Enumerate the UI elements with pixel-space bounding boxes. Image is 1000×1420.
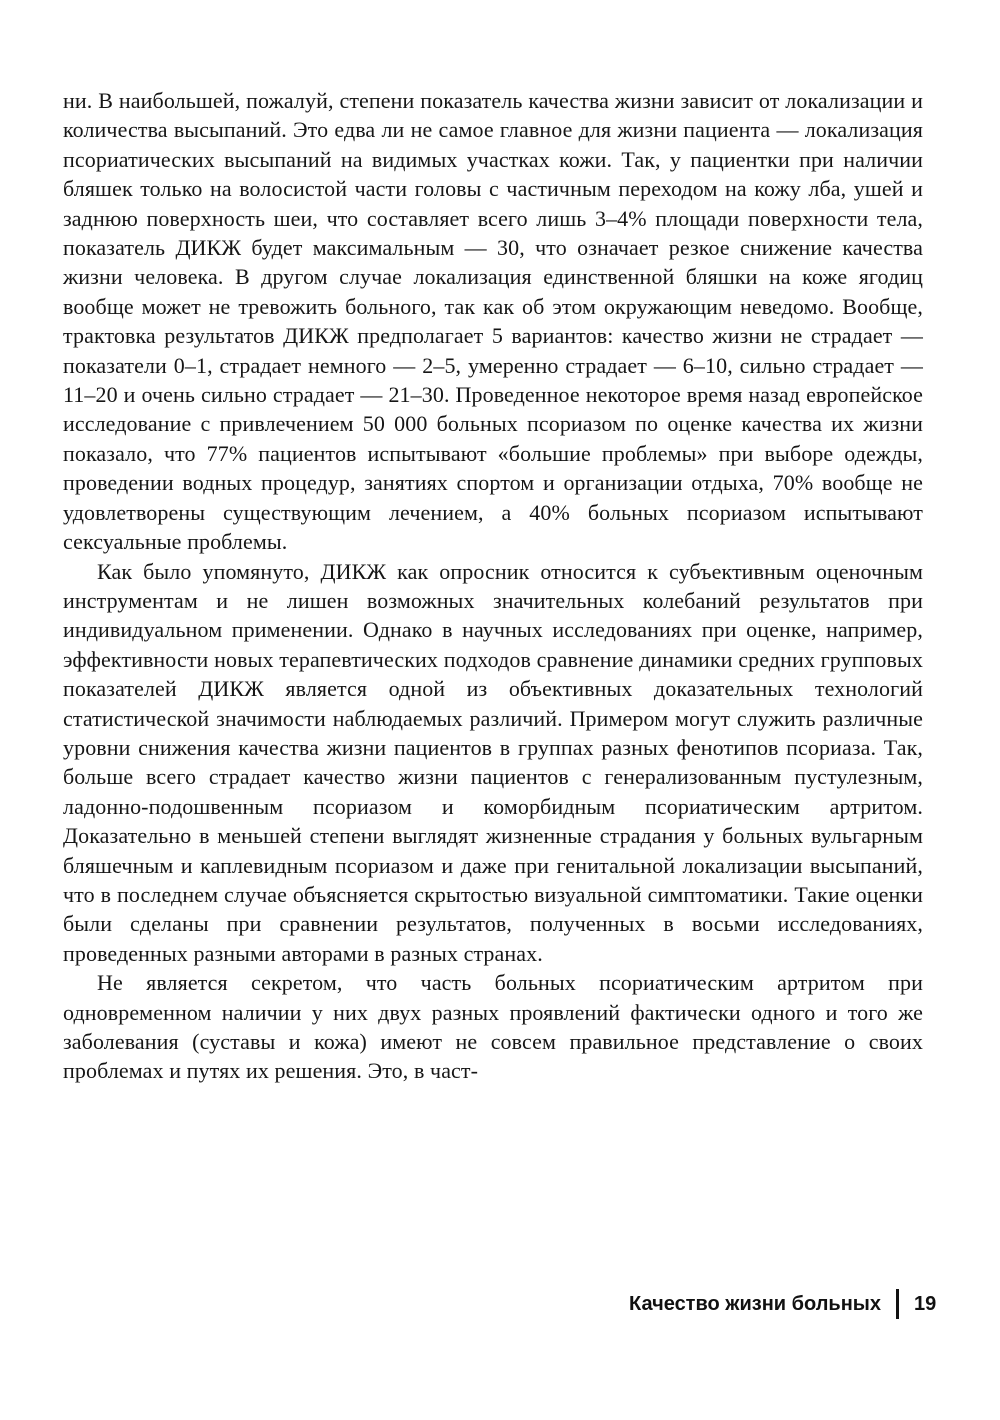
running-title: Качество жизни больных	[629, 1292, 881, 1315]
paragraph-continuation: ни. В наибольшей, пожалуй, степени показатель качества жизни зависит от локализации и количества высыпаний. Это едва ли не самое главное для жизни пациента — локализация псориатических высыпаний на видимых участках кожи. Так, у пациентки при наличии бляшек только на волосистой части головы с частичным переходом на кожу лба, ушей и заднюю поверхность шеи, что составляет всего лишь 3–4% площади поверхности тела, показатель ДИКЖ будет максимальным — 30, что означает резкое снижение качества жизни человека. В другом случае локализация единственной бляшки на коже ягодиц вообще может не тревожить больного, так как об этом окружающим неведомо. Вообще, трактовка результатов ДИКЖ предполагает 5 вариантов: качество жизни не страдает — показатели 0–1, страдает немного — 2–5, умеренно страдает — 6–10, сильно страдает — 11–20 и очень сильно страдает — 21–30. Проведенное некоторое время назад европейское исследование с привлечением 50 000 больных псориазом по оценке качества их жизни показало, что 77% пациентов испытывают «большие проблемы» при выборе одежды, проведении водных процедур, занятиях спортом и организации отдыха, 70% вообще не удовлетворены существующим лечением, а 40% больных псориазом испытывают сексуальные проблемы.	[63, 88, 923, 555]
footer-divider	[896, 1289, 899, 1319]
body-text	[63, 86, 923, 1086]
page-number: 19	[914, 1292, 937, 1315]
paragraph: Не является секретом, что часть больных псориатическим артритом при одновременном наличии у них двух разных проявлений фактически одного и того же заболевания (суставы и кожа) имеют не совсем правильное представление о своих проблемах и путях их решения. Это, в част-	[63, 970, 923, 1084]
page-footer	[629, 1289, 938, 1319]
paragraph: Как было упомянуто, ДИКЖ как опросник относится к субъективным оценочным инструментам и не лишен возможных значительных колебаний результатов при индивидуальном применении. Однако в научных исследованиях при оценке, например, эффективности новых терапевтических подходов сравнение динамики средних групповых показателей ДИКЖ является одной из объективных доказательных технологий статистической значимости наблюдаемых различий. Примером могут служить различные уровни снижения качества жизни пациентов в группах разных фенотипов псориаза. Так, больше всего страдает качество жизни пациентов с генерализованным пустулезным, ладонно-подошвенным псориазом и коморбидным псориатическим артритом. Доказательно в меньшей степени выглядят жизненные страдания у больных вульгарным бляшечным и каплевидным псориазом и даже при генитальной локализации высыпаний, что в последнем случае объясняется скрытостью визуальной симптоматики. Такие оценки были сделаны при сравнении результатов, полученных в восьми исследованиях, проведенных разными авторами в разных странах.	[63, 558, 923, 966]
